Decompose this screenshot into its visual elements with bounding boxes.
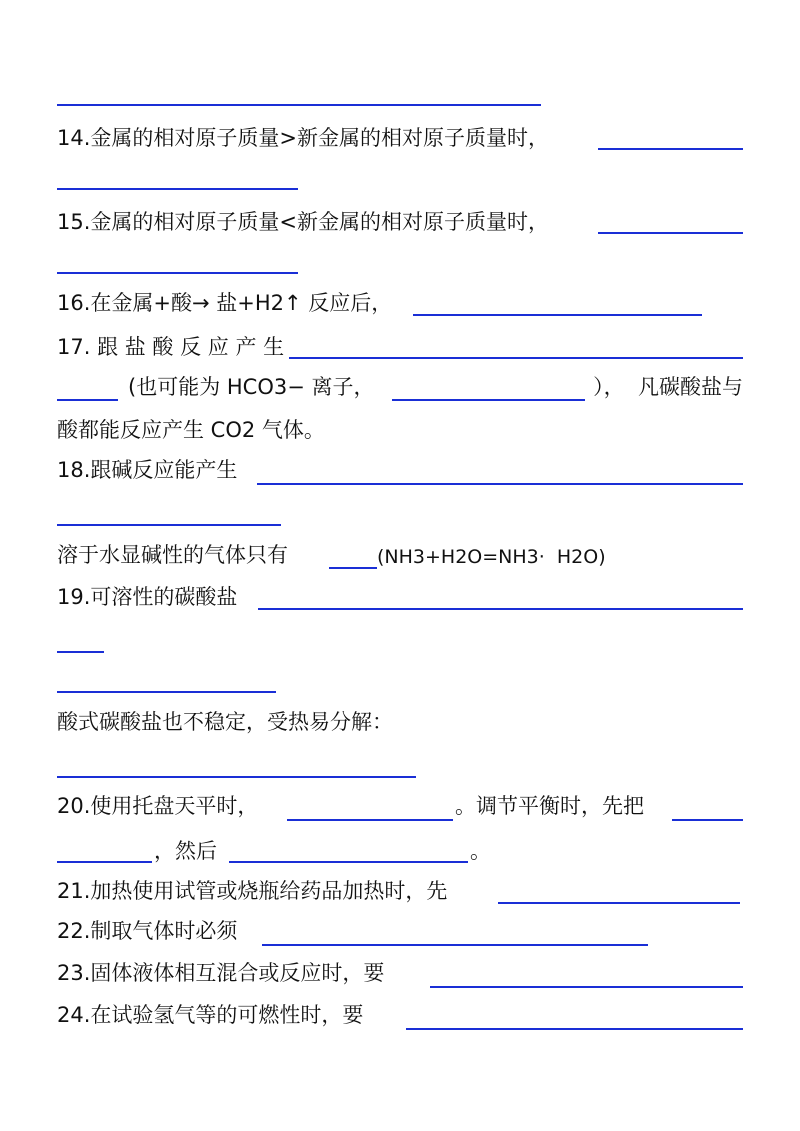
question-20-part-d: 。	[470, 839, 491, 863]
question-17-part-c: ）， 凡碳酸盐与	[593, 375, 743, 399]
question-14: 14.金属的相对原子质量>新金属的相对原子质量时，	[57, 126, 549, 150]
blank-line[interactable]	[257, 483, 743, 485]
blank-line[interactable]	[598, 148, 743, 150]
question-24: 24.在试验氢气等的可燃性时，要	[57, 1003, 364, 1027]
question-17: 17. 跟 盐 酸 反 应 产 生	[57, 335, 285, 359]
question-19-part-b: 酸式碳酸盐也不稳定，受热易分解：	[57, 710, 393, 734]
blank-line[interactable]	[289, 357, 743, 359]
blank-line[interactable]	[258, 608, 743, 610]
question-16: 16.在金属+酸→ 盐+H2↑ 反应后，	[57, 291, 393, 315]
blank-line[interactable]	[498, 902, 740, 904]
question-20: 20.使用托盘天平时，	[57, 794, 259, 818]
blank-line[interactable]	[413, 314, 702, 316]
blank-line[interactable]	[229, 861, 468, 863]
blank-line[interactable]	[329, 567, 377, 569]
blank-line[interactable]	[57, 524, 281, 526]
question-23: 23.固体液体相互混合或反应时，要	[57, 961, 385, 985]
blank-line[interactable]	[57, 104, 541, 106]
question-21: 21.加热使用试管或烧瓶给药品加热时，先	[57, 879, 448, 903]
question-20-part-b: 。调节平衡时，先把	[455, 794, 644, 818]
blank-line[interactable]	[57, 188, 298, 190]
question-15: 15.金属的相对原子质量<新金属的相对原子质量时，	[57, 210, 549, 234]
blank-line[interactable]	[598, 232, 743, 234]
blank-line[interactable]	[57, 861, 152, 863]
question-18-part-c: (NH3+H2O=NH3· H2O)	[377, 546, 606, 568]
blank-line[interactable]	[262, 944, 648, 946]
question-17-part-b: (也可能为 HCO3− 离子，	[128, 375, 375, 399]
blank-line[interactable]	[392, 399, 585, 401]
question-18-part-b: 溶于水显碱性的气体只有	[57, 543, 288, 567]
question-17-part-d: 酸都能反应产生 CO2 气体。	[57, 418, 325, 442]
question-20-part-c: ，然后	[154, 839, 217, 863]
blank-line[interactable]	[57, 399, 118, 401]
blank-line[interactable]	[672, 819, 743, 821]
blank-line[interactable]	[57, 272, 298, 274]
blank-line[interactable]	[430, 986, 743, 988]
blank-line[interactable]	[57, 651, 104, 653]
blank-line[interactable]	[57, 776, 416, 778]
question-22: 22.制取气体时必须	[57, 919, 238, 943]
blank-line[interactable]	[57, 691, 276, 693]
question-18: 18.跟碱反应能产生	[57, 458, 238, 482]
question-19: 19.可溶性的碳酸盐	[57, 585, 238, 609]
blank-line[interactable]	[406, 1028, 743, 1030]
blank-line[interactable]	[287, 819, 453, 821]
